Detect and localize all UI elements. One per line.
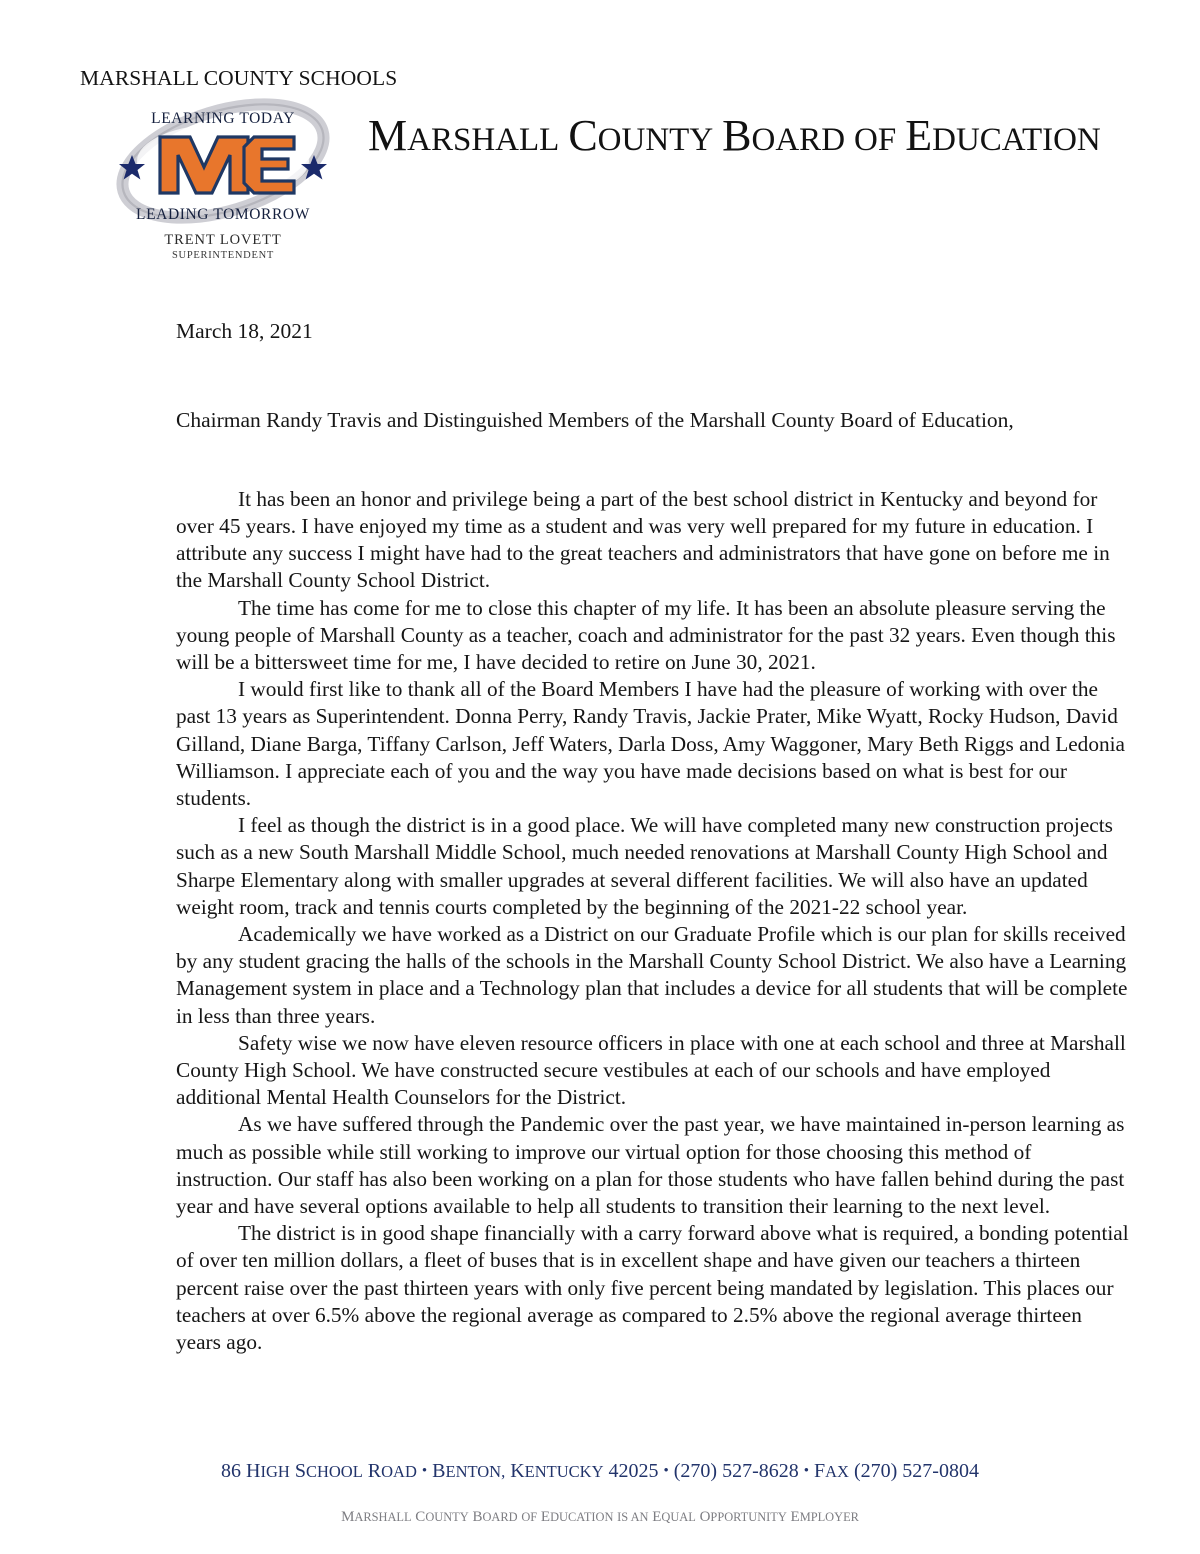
eoe-e3: E bbox=[790, 1509, 800, 1525]
address-state-rest: ENTUCKY bbox=[524, 1462, 604, 1481]
footer-bullet-separator-icon: • bbox=[421, 1463, 428, 1479]
masthead-b: B bbox=[722, 111, 752, 160]
address-street-number: 86 bbox=[221, 1460, 242, 1482]
address-state-cap: K bbox=[510, 1460, 525, 1482]
district-name: MARSHALL COUNTY SCHOOLS bbox=[80, 66, 398, 90]
address-city-cap: B bbox=[432, 1460, 446, 1482]
eoe-is-an: IS AN bbox=[617, 1510, 649, 1524]
letterhead bbox=[0, 0, 1200, 300]
letter-salutation: Chairman Randy Travis and Distinguished Members of the Marshall County Board of Education, bbox=[176, 407, 1014, 432]
eoe-oard: OARD bbox=[482, 1510, 518, 1524]
eoe-arshall: ARSHALL bbox=[354, 1510, 412, 1524]
masthead-oard: OARD bbox=[751, 122, 846, 158]
eoe-c: C bbox=[415, 1509, 426, 1525]
eoe-e2: E bbox=[652, 1509, 662, 1525]
masthead-title bbox=[368, 110, 1101, 161]
mc-logo-icon bbox=[108, 93, 338, 229]
fax-label-cap: F bbox=[814, 1460, 826, 1482]
address-zip: 42025 bbox=[608, 1460, 659, 1482]
masthead-arshall: ARSHALL bbox=[407, 122, 560, 158]
marshall-county-logo bbox=[108, 93, 338, 229]
letter-paragraph: The time has come for me to close this chapter of my life. It has been an absolute pleasure serving the young people of Marshall County as a teacher, coach and administrator for the past 32 years. Even though this will be a bittersweet time for me, I have decided to retire on June 30, 2021. bbox=[176, 595, 1116, 674]
letter-paragraph: Academically we have worked as a District on our Graduate Profile which is our plan for skills received by any student gracing the halls of the schools in the Marshall County School District. We also have a Learning Management system in place and a Technology plan that includes a device for all students that will be complete in less than three years. bbox=[176, 922, 1128, 1028]
eoe-e: E bbox=[540, 1509, 551, 1525]
footer-address bbox=[0, 1460, 1200, 1483]
footer-phone: (270) 527-8628 bbox=[673, 1460, 799, 1482]
equal-opportunity-statement bbox=[0, 1509, 1200, 1526]
logo-top-text: LEARNING TODAY bbox=[151, 110, 295, 127]
letter-footer bbox=[0, 1460, 1200, 1526]
brand-block bbox=[78, 66, 398, 261]
masthead-c: C bbox=[568, 111, 598, 160]
fax-label-rest: AX bbox=[825, 1462, 849, 1481]
eoe-pportunity: PPORTUNITY bbox=[710, 1510, 787, 1524]
eoe-qual: QUAL bbox=[661, 1510, 696, 1524]
footer-fax-number: (270) 527-0804 bbox=[853, 1460, 979, 1482]
letter-paragraph: It has been an honor and privilege being a part of the best school district in Kentucky and beyond for over 45 years. I have enjoyed my time as a student and was very well prepared for my future in education. I attribute any success I might have had to the great teachers and administrators that have gone on before me in the Marshall County School District. bbox=[176, 486, 1110, 593]
letter-paragraph: The district is in good shape financially with a carry forward above what is required, a bonding potential of over ten million dollars, a fleet of buses that is in excellent shape and have given our teachers a thirteen percent raise over the past thirteen years with only five percent being mandated by legislation. This places our teachers at over 6.5% above the regional average as compared to 2.5% above the regional average thirteen years ago. bbox=[176, 1221, 1129, 1355]
letter-date: March 18, 2021 bbox=[176, 319, 313, 343]
eoe-o: O bbox=[699, 1509, 711, 1525]
address-high-cap: H bbox=[246, 1460, 261, 1482]
address-school-rest: CHOOL bbox=[305, 1462, 363, 1481]
masthead-e: E bbox=[905, 111, 933, 160]
letter-paragraph: I feel as though the district is in a good place. We will have completed many new construction projects such as a new South Marshall Middle School, much needed renovations at Marshall County High School and Sharpe Elementary along with smaller upgrades at several different facilities. We will also have an updated weight room, track and tennis courts completed by the beginning of the 2021-22 school year. bbox=[176, 813, 1113, 919]
letter-paragraphs bbox=[176, 486, 1131, 1357]
letter-paragraph: As we have suffered through the Pandemic over the past year, we have maintained in-person learning as much as possible while still working to improve our virtual option for those choosing this method of instruction. Our staff has also been working on a plan for those students who have fallen behind during the past year and have several options available to help all students to transition their learning to the next level. bbox=[176, 1112, 1125, 1219]
letter-body bbox=[176, 318, 1131, 1356]
masthead-ducation: DUCATION bbox=[932, 122, 1101, 158]
superintendent-title: SUPERINTENDENT bbox=[172, 250, 274, 261]
superintendent-name: TRENT LOVETT bbox=[164, 232, 282, 248]
eoe-ducation: DUCATION bbox=[550, 1510, 614, 1524]
footer-bullet-separator-icon: • bbox=[803, 1463, 810, 1479]
footer-bullet-separator-icon: • bbox=[663, 1463, 669, 1479]
masthead-ounty: OUNTY bbox=[597, 122, 714, 158]
eoe-of: OF bbox=[521, 1510, 538, 1524]
eoe-ounty: OUNTY bbox=[425, 1510, 469, 1524]
address-school-cap: S bbox=[294, 1460, 306, 1482]
address-road-rest: OAD bbox=[381, 1462, 417, 1481]
letter-paragraph: I would first like to thank all of the Board Members I have had the pleasure of working with over the past 13 years as Superintendent. Donna Perry, Randy Travis, Jackie Prater, Mike Wyatt, Rocky Hudson, David Gilland, Diane Barga, Tiffany Carlson, Jeff Waters, Darla Doss, Amy Waggoner, Mary Beth Riggs and Ledonia Williamson. I appreciate each of you and the way you have made decisions based on what is best for our students. bbox=[176, 677, 1125, 810]
address-high-rest: IGH bbox=[260, 1462, 290, 1481]
masthead-of: OF bbox=[854, 122, 897, 158]
logo-monogram-c bbox=[244, 137, 294, 193]
address-road-cap: R bbox=[367, 1460, 382, 1482]
eoe-m: M bbox=[341, 1509, 355, 1525]
eoe-mployer: MPLOYER bbox=[799, 1510, 859, 1524]
letter-paragraph: Safety wise we now have eleven resource officers in place with one at each school and three at Marshall County High School. We have constructed secure vestibules at each of our schools and have employed additional Mental Health Counselors for the District. bbox=[176, 1030, 1126, 1110]
masthead-m: M bbox=[368, 111, 408, 160]
logo-bottom-text: LEADING TOMORROW bbox=[136, 206, 310, 223]
eoe-b: B bbox=[472, 1509, 483, 1525]
address-city-rest: ENTON, bbox=[445, 1462, 506, 1481]
